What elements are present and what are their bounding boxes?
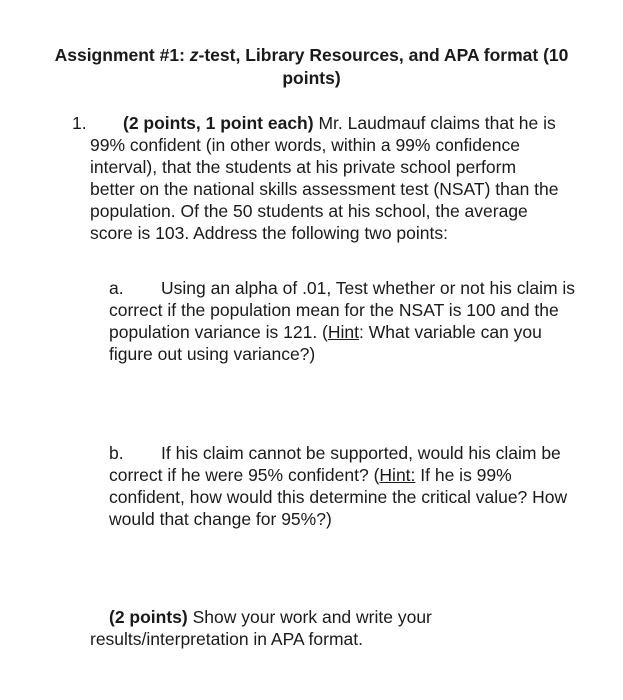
part-a-hint-label: Hint — [327, 322, 360, 342]
final-instruction — [90, 606, 560, 650]
question-text: Mr. Laudmauf claims that he is 99% confident (in other words, within a 99% confidence interval), that the students at his private school perform better on the national skills assessment test (NSAT) than the population. Of the 50 students at his school, the average score is 103. Address the following two points: — [90, 113, 559, 243]
title-italic-z: z — [189, 45, 199, 65]
assignment-title — [40, 44, 583, 90]
question-points: (2 points, 1 point each) — [123, 113, 314, 133]
part-a — [109, 277, 579, 365]
part-b-letter: b. — [109, 443, 124, 463]
title-prefix: Assignment #1: — [54, 45, 190, 65]
title-rest: -test, Library Resources, and APA format (10 points) — [198, 45, 569, 88]
part-a-letter: a. — [109, 278, 124, 298]
part-a-text: Using an alpha of .01, Test whether or not his claim is correct if the population mean for the NSAT is 100 and the population variance is 121. ( — [109, 278, 576, 342]
final-text: Show your work and write your results/interpretation in APA format. — [90, 607, 432, 649]
question-body — [90, 112, 560, 244]
part-b-hint-label: Hint: — [379, 465, 416, 485]
part-b — [109, 442, 579, 530]
question-number: 1. — [72, 113, 87, 133]
part-a-hint-text: : What variable can you figure out using variance?) — [109, 322, 542, 364]
final-points: (2 points) — [109, 607, 188, 627]
part-b-text: If his claim cannot be supported, would his claim be correct if he were 95% confident? ( — [109, 443, 561, 485]
part-b-hint-text: If he is 99% confident, how would this determine the critical value? How would that change for 95%?) — [109, 465, 568, 529]
